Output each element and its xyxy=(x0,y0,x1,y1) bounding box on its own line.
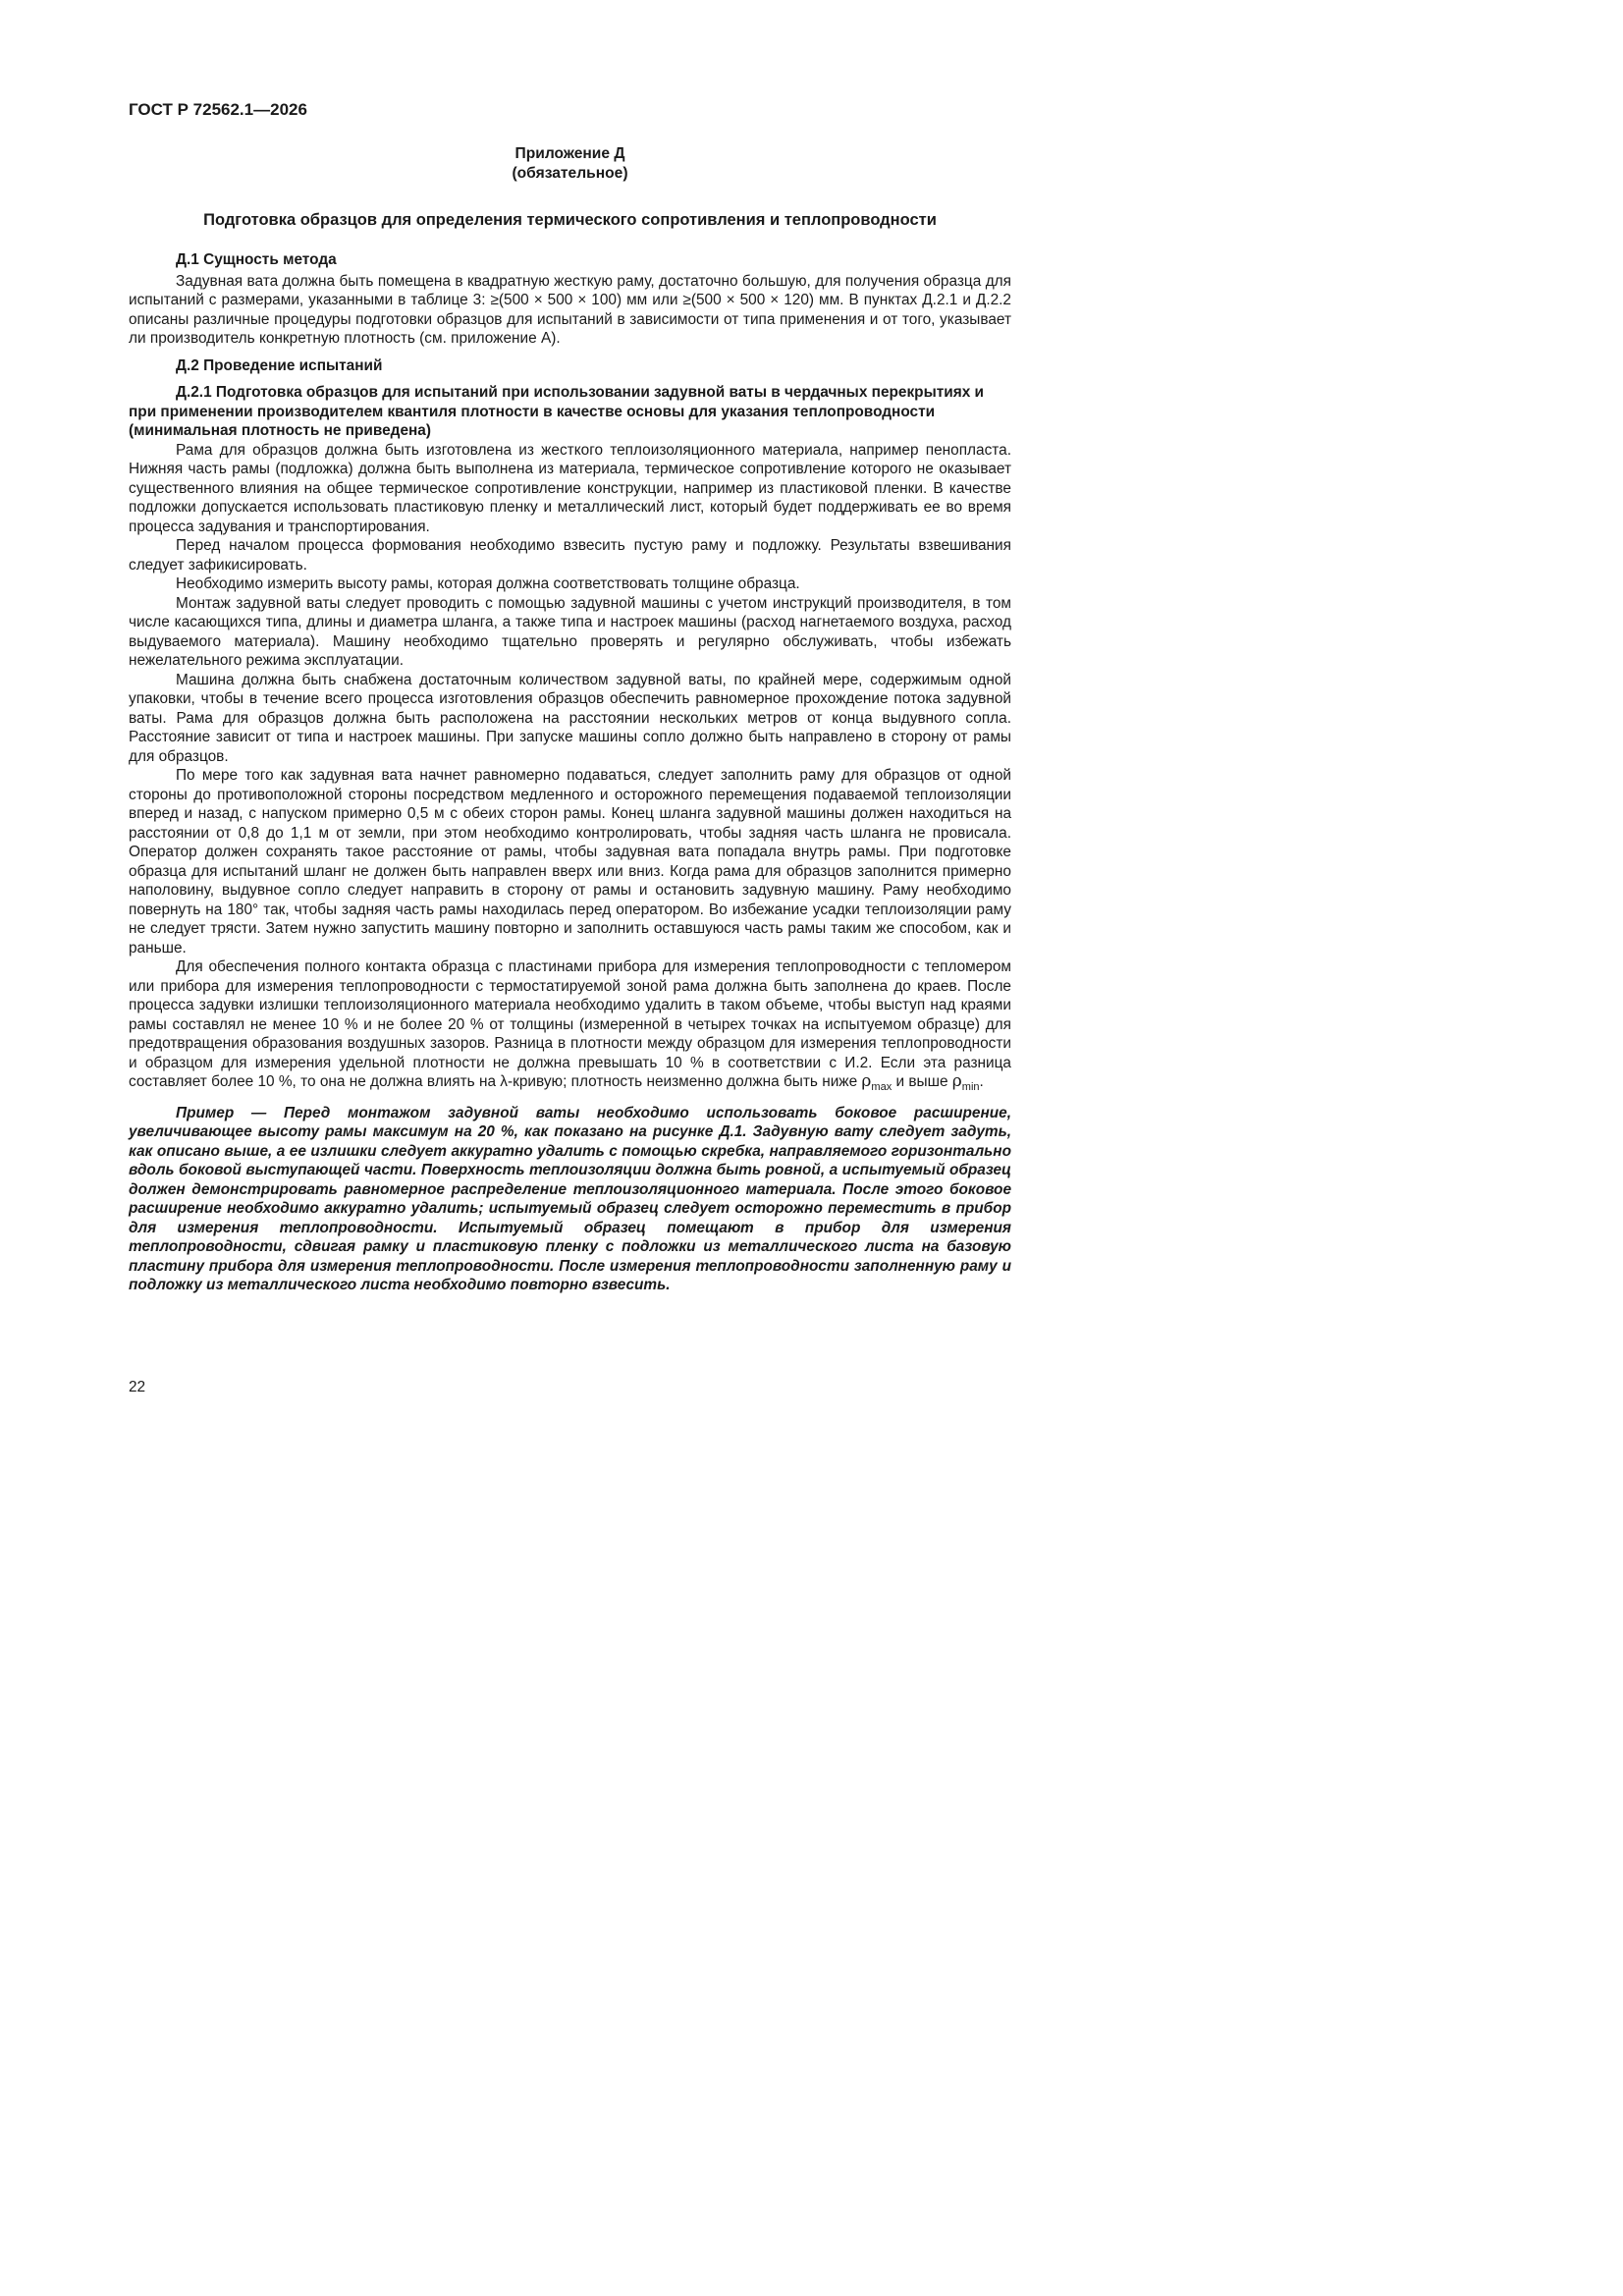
paragraph-height: Необходимо измерить высоту рамы, которая должна соответствовать толщине образца. xyxy=(176,575,800,592)
paragraph-weighing: Перед началом процесса формования необходимо взвесить пустую раму и подложку. Результаты взвешивания следует зафикисировать. xyxy=(129,537,1011,574)
section-d21-heading: Д.2.1 Подготовка образцов для испытаний при использовании задувной ваты в чердачных перекрытиях и при применении производителем квантиля плотности в качестве основы для указания теплопроводности (минимальная плотность не приведена) xyxy=(129,384,984,439)
rho-max-symbol: ρ xyxy=(861,1071,872,1091)
paragraph-frame: Рама для образцов должна быть изготовлена из жесткого теплоизоляционного материала, например пенопласта. Нижняя часть рамы (подложка) должна быть выполнена из материала, термическое сопротивление которого не оказывает существенного влияния на общее термическое сопротивление конструкции, например из пластиковой пленки. В качестве подложки допускается использовать пластиковую пленку и металлический лист, который будет поддерживать ее во время процесса задувания и транспортирования. xyxy=(129,441,1011,535)
paragraph-machine-supply: Машина должна быть снабжена достаточным количеством задувной ваты, по крайней мере, содержимым одной упаковки, чтобы в течение всего процесса изготовления образцов обеспечить равномерное прохождение потока задувной ваты. Рама для образцов должна быть расположена на расстоянии нескольких метров от конца выдувного сопла. Расстояние зависит от типа и настроек машины. При запуске машины сопло должно быть направлено в сторону от рамы для образцов. xyxy=(129,671,1011,765)
annex-label: Приложение Д xyxy=(514,145,625,162)
section-d2-heading: Д.2 Проведение испытаний xyxy=(176,356,383,374)
paragraph-machine-setup: Монтаж задувной ваты следует проводить с помощью задувной машины с учетом инструкций производителя, в том числе касающихся типа, длины и диаметра шланга, а также типа и настроек машины (расход нагнетаемого воздуха, расход выдуваемого материала). Машину необходимо тщательно проверять и регулярно обслуживать, чтобы избежать нежелательного режима эксплуатации. xyxy=(129,594,1011,669)
annex-title: Подготовка образцов для определения термического сопротивления и теплопроводности xyxy=(203,211,937,229)
standard-designation: ГОСТ Р 72562.1—2026 xyxy=(129,100,307,119)
section-d1-heading: Д.1 Сущность метода xyxy=(176,251,337,268)
rho-max-subscript: max xyxy=(871,1081,893,1093)
rho-end-text: . xyxy=(979,1073,984,1090)
rho-min-symbol: ρ xyxy=(951,1071,962,1091)
paragraph-filling: По мере того как задувная вата начнет равномерно подаваться, следует заполнить раму для образцов от одной стороны до противоположной стороны посредством медленного и осторожного перемещения подаваемой теплоизоляции вперед и назад, с напуском примерно 0,5 м с обеих сторон рамы. Конец шланга задувной машины должен находиться на расстоянии от 0,8 до 1,1 м от земли, при этом необходимо контролировать, чтобы задняя часть шланга не провисала. Оператор должен сохранять такое расстояние от рамы, чтобы задувная вата попадала внутрь рамы. При подготовке образца для испытаний шланг не должен быть направлен вверх или вниз. Когда рама для образцов заполнится примерно наполовину, выдувное сопло следует направить в сторону от рамы и остановить задувную машину. Раму необходимо повернуть на 180° так, чтобы задняя часть рамы находилась перед оператором. Во избежание усадки теплоизоляции раму не следует трясти. Затем нужно запустить машину повторно и заполнить оставшуюся часть рамы таким же способом, как и раньше. xyxy=(129,767,1011,957)
paragraph-contact-text: Для обеспечения полного контакта образца с пластинами прибора для измерения теплопроводности с тепломером или прибора для измерения теплопроводности с термостатируемой зоной рама должна быть заполнена до краев. После процесса задувки излишки теплоизоляционного материала необходимо удалить в таком объеме, чтобы выступ над краями рамы составлял не менее 10 % и не более 20 % от толщины (измеренной в четырех точках на испытуемом образце) для предотвращения образования воздушных зазоров. Разница в плотности между образцом для измерения теплопроводности и образцом для измерения удельной плотности не должна превышать 10 % в соответствии с И.2. Если эта разница составляет более 10 %, то она не должна влиять на λ-кривую; плотность неизменно должна быть ниже xyxy=(129,958,1011,1090)
rho-min-subscript: min xyxy=(961,1081,980,1093)
page-number: 22 xyxy=(129,1379,146,1395)
document-page xyxy=(0,0,1081,1529)
example-note: Пример — Перед монтажом задувной ваты необходимо использовать боковое расширение, увеличивающее высоту рамы максимум на 20 %, как показано на рисунке Д.1. Задувную вату следует задуть, как описано выше, а ее излишки следует аккуратно удалить с помощью скребка, направляемого горизонтально вдоль боковой выступающей части. Поверхность теплоизоляции должна быть ровной, а испытуемый образец должен демонстрировать равномерное распределение теплоизоляционного материала. После этого боковое расширение необходимо аккуратно удалить; испытуемый образец следует осторожно переместить в прибор для измерения теплопроводности. Испытуемый образец помещают в прибор для измерения теплопроводности, сдвигая рамку и пластиковую пленку с подложки из металлического листа на базовую пластину прибора для измерения теплопроводности. После измерения теплопроводности заполненную раму и подложку из металлического листа необходимо повторно взвесить. xyxy=(129,1104,1011,1293)
annex-status: (обязательное) xyxy=(512,165,628,182)
section-d1-paragraph: Задувная вата должна быть помещена в квадратную жесткую раму, достаточно большую, для получения образца для испытаний с размерами, указанными в таблице 3: ≥(500 × 500 × 100) мм или ≥(500 × 500 × 120) мм. В пунктах Д.2.1 и Д.2.2 описаны различные процедуры подготовки образцов для испытаний в зависимости от типа применения и от того, указывает ли производитель конкретную плотность (см. приложение А). xyxy=(129,272,1011,347)
paragraph-contact xyxy=(129,957,1011,1092)
rho-between-text: и выше xyxy=(892,1073,952,1090)
